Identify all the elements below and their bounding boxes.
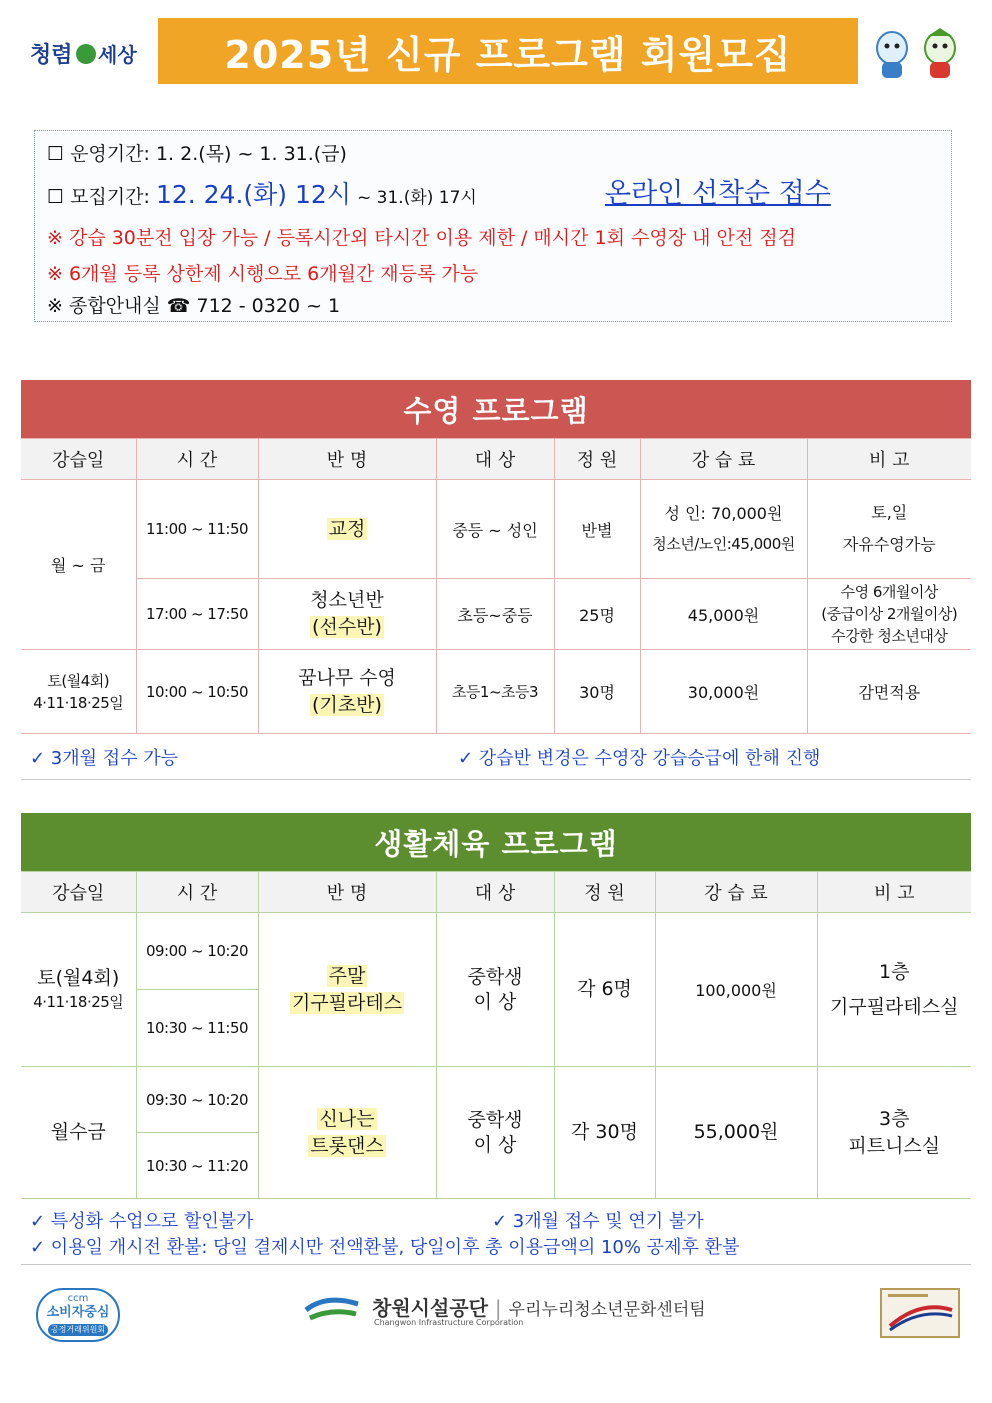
cell-target: 초등1~초등3: [436, 650, 554, 734]
cell-capacity: 30명: [554, 650, 640, 734]
swim-section-title: 수영 프로그램: [21, 380, 971, 438]
swim-footnote-2: ✓ 강습반 변경은 수영장 강습승급에 한해 진행: [458, 748, 821, 769]
cell-class-sub: (선수반): [312, 616, 382, 638]
cell-note: 감면적용: [807, 650, 971, 734]
cell-time: 11:00 ~ 11:50: [136, 480, 258, 579]
col-class: 반 명: [258, 439, 436, 480]
life-divider: [21, 1264, 971, 1265]
col-fee: 강 습 료: [640, 439, 807, 480]
cell-target: 중등 ~ 성인: [436, 480, 554, 579]
table-row: [21, 913, 971, 990]
cell-time: 10:00 ~ 10:50: [136, 650, 258, 734]
period-value: 1. 2.(목) ~ 1. 31.(금): [155, 143, 347, 165]
page-title: 2025년 신규 프로그램 회원모집: [158, 18, 858, 84]
cell-class: 청소년반: [310, 589, 384, 611]
cell-note: 3층: [879, 1107, 910, 1130]
integrity-logo: [28, 28, 137, 76]
cell-capacity: 반별: [554, 480, 640, 579]
cell-fee: 100,000원: [655, 913, 817, 1067]
cell-time: 10:30 ~ 11:20: [136, 1133, 258, 1199]
life-footnote-1: ✓ 특성화 수업으로 할인불가: [30, 1211, 254, 1232]
col-class: 반 명: [258, 872, 436, 913]
cell-class: 신나는: [319, 1107, 375, 1130]
life-footnote-3: ✓ 이용일 개시전 환불: 당일 결제시만 전액환불, 당일이후 총 이용금액의 10% 공제후 환불: [30, 1237, 740, 1258]
cell-class-sub: 기구필라테스: [291, 991, 403, 1014]
cell-target: 중학생: [467, 965, 523, 988]
cell-class-sub: (기초반): [312, 693, 382, 716]
cell-target-sub: 이 상: [473, 990, 517, 1013]
col-note: 비 고: [807, 439, 971, 480]
cell-capacity: 각 6명: [554, 913, 655, 1067]
cell-target: 중학생: [467, 1108, 523, 1131]
swim-divider: [21, 779, 971, 780]
online-notice: 온라인 선착순 접수: [605, 178, 831, 209]
cell-class: 꿈나무 수영: [298, 666, 396, 689]
life-section-title: 생활체육 프로그램: [21, 813, 971, 871]
notice-1: ※ 강습 30분전 입장 가능 / 등록시간외 타시간 이용 제한 / 매시간 1회 수영장 내 안전 점검: [47, 227, 796, 249]
corp-team: 우리누리청소년문화센터팀: [508, 1300, 706, 1320]
table-row: [21, 480, 971, 579]
cell-day: 토(월4회): [47, 671, 110, 690]
swim-header-row: [21, 439, 971, 480]
col-capacity: 정 원: [554, 439, 640, 480]
cell-day-sub: 4·11·18·25일: [33, 992, 124, 1011]
col-target: 대 상: [436, 439, 554, 480]
table-row: [21, 1067, 971, 1133]
cell-day: 월 ~ 금: [21, 480, 136, 650]
corporation-logo: 창원시설공단 | 우리누리청소년문화센터팀 Changwon Infrastructure Corporation: [302, 1288, 722, 1334]
cell-capacity: 25명: [554, 579, 640, 650]
cell-day: 월수금: [21, 1067, 136, 1199]
cell-note-sub: (중급이상 2개월이상): [821, 605, 958, 623]
cell-note: 1층: [879, 960, 910, 983]
period-label: ☐ 운영기간:: [47, 143, 150, 165]
cell-fee: 45,000원: [640, 579, 807, 650]
info-box: [34, 130, 952, 322]
cell-note-sub2: 수강한 청소년대상: [831, 627, 948, 645]
col-target: 대 상: [436, 872, 554, 913]
cell-time: 10:30 ~ 11:50: [136, 990, 258, 1067]
cell-day: 토(월4회): [37, 966, 120, 989]
cell-class: 주말: [328, 964, 366, 987]
table-row: [21, 650, 971, 734]
col-day: 강습일: [21, 872, 136, 913]
cell-class-sub: 트롯댄스: [310, 1134, 384, 1157]
cell-time: 09:30 ~ 10:20: [136, 1067, 258, 1133]
cell-target-sub: 이 상: [473, 1133, 517, 1156]
corp-emblem-icon: [302, 1288, 364, 1334]
cell-day-sub: 4·11·18·25일: [33, 693, 124, 712]
notice-3: ※ 종합안내실 ☎ 712 - 0320 ~ 1: [47, 295, 341, 317]
cell-fee-youth: 청소년/노인:45,000원: [652, 535, 795, 553]
col-capacity: 정 원: [554, 872, 655, 913]
col-fee: 강 습 료: [655, 872, 817, 913]
ccm-logo: ccm 소비자중심 공정거래위원회: [36, 1288, 122, 1344]
svg-text:청렴: 청렴: [30, 43, 73, 68]
notice-2: ※ 6개월 등록 상한제 시행으로 6개월간 재등록 가능: [47, 263, 479, 285]
recruit-start: 12. 24.(화) 12시: [155, 180, 351, 209]
cell-fee: 30,000원: [640, 650, 807, 734]
cell-target: 초등~중등: [436, 579, 554, 650]
life-header-row: [21, 872, 971, 913]
mascot-icon: [868, 24, 968, 82]
col-day: 강습일: [21, 439, 136, 480]
cell-time: 17:00 ~ 17:50: [136, 579, 258, 650]
cell-note-sub: 자유수영가능: [842, 535, 936, 554]
corp-english: Changwon Infrastructure Corporation: [374, 1318, 524, 1327]
cell-note: 수영 6개월이상: [840, 583, 938, 601]
cell-capacity: 각 30명: [554, 1067, 655, 1199]
certification-badge-icon: [880, 1288, 960, 1338]
cell-fee: 55,000원: [655, 1067, 817, 1199]
col-time: 시 간: [136, 872, 258, 913]
swim-table: [21, 438, 971, 734]
life-table: [21, 871, 971, 1199]
table-row: [21, 579, 971, 650]
col-note: 비 고: [817, 872, 971, 913]
swim-footnote-1: ✓ 3개월 접수 가능: [30, 748, 179, 769]
cell-fee-adult: 성 인: 70,000원: [664, 504, 783, 523]
corp-name: 창원시설공단: [372, 1296, 488, 1320]
cell-time: 09:00 ~ 10:20: [136, 913, 258, 990]
life-footnote-2: ✓ 3개월 접수 및 연기 불가: [492, 1211, 704, 1232]
cell-note-sub: 피트니스실: [848, 1134, 941, 1157]
cell-note-sub: 기구필라테스실: [830, 995, 959, 1018]
cell-note: 토,일: [871, 503, 908, 522]
recruit-label: ☐ 모집기간:: [47, 186, 150, 208]
col-time: 시 간: [136, 439, 258, 480]
cell-class: 교정: [328, 517, 366, 540]
recruit-end: ~ 31.(화) 17시: [357, 188, 477, 208]
svg-text:세상: 세상: [98, 43, 137, 67]
